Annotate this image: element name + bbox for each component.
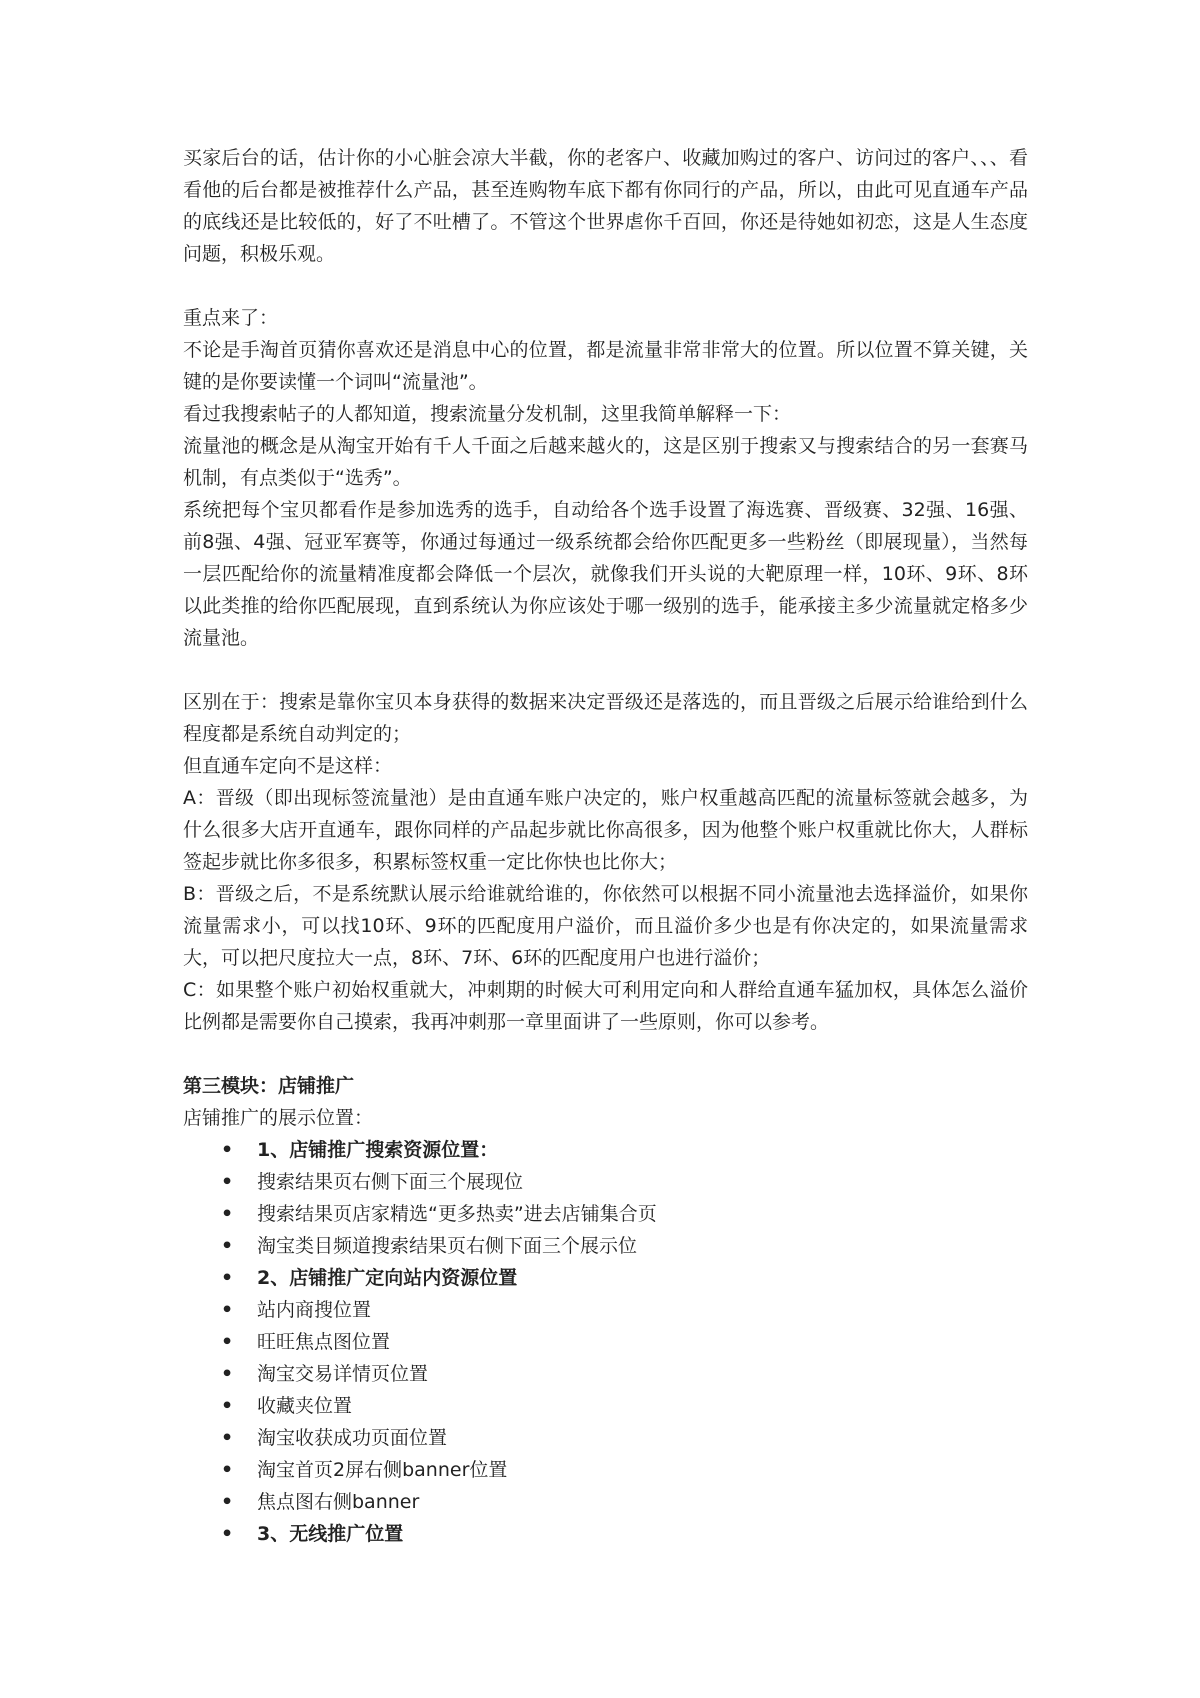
diff-paragraph-1: 区别在于：搜索是靠你宝贝本身获得的数据来决定晋级还是落选的，而且晋级之后展示给谁给到什么程度都是系统自动判定的； [183,691,1028,745]
list-item: • 淘宝首页2屏右侧banner位置 [183,1454,1028,1486]
diff-point-c: C：如果整个账户初始权重就大，冲刺期的时候大可利用定向和人群给直通车猛加权，具体怎么溢价比例都是需要你自己摸索，我再冲刺那一章里面讲了一些原则，你可以参考。 [183,979,1028,1033]
diff-point-b: B：晋级之后，不是系统默认展示给谁就给谁的，你依然可以根据不同小流量池去选择溢价，如果你流量需求小，可以找10环、9环的匹配度用户溢价，而且溢价多少也是有你决定的，如果流量需求大，可以把尺度拉大一点，8环、7环、6环的匹配度用户也进行溢价； [183,883,1028,969]
bullet-icon: • [221,1171,234,1193]
spacer [183,1038,1028,1070]
diff-paragraph-2: 但直通车定向不是这样： [183,755,393,777]
bullet-icon: • [221,1299,234,1321]
bullet-icon: • [221,1139,234,1161]
key-paragraph-2: 看过我搜索帖子的人都知道，搜索流量分发机制，这里我简单解释一下： [183,403,792,425]
list-item: • 2、店铺推广定向站内资源位置 [183,1262,1028,1294]
placement-list [183,1134,1028,1550]
spacer [183,654,1028,686]
key-paragraph-4: 系统把每个宝贝都看作是参加选秀的选手，自动给各个选手设置了海选赛、晋级赛、32强、16强、前8强、4强、冠亚军赛等，你通过每通过一级系统都会给你匹配更多一些粉丝（即展现量），当然每一层匹配给你的流量精准度都会降低一个层次，就像我们开头说的大靶原理一样，10环、9环、8环以此类推的给你匹配展现，直到系统认为你应该处于哪一级别的选手，能承接主多少流量就定格多少流量池。 [183,499,1028,649]
bullet-icon: • [221,1363,234,1385]
list-item: • 焦点图右侧banner [183,1486,1028,1518]
list-item: • 收藏夹位置 [183,1390,1028,1422]
bullet-icon: • [221,1523,234,1545]
list-item: • 旺旺焦点图位置 [183,1326,1028,1358]
key-paragraph-3: 流量池的概念是从淘宝开始有千人千面之后越来越火的，这是区别于搜索又与搜索结合的另一套赛马机制，有点类似于“选秀”。 [183,435,1028,489]
diff-point-a: A：晋级（即出现标签流量池）是由直通车账户决定的，账户权重越高匹配的流量标签就会越多，为什么很多大店开直通车，跟你同样的产品起步就比你高很多，因为他整个账户权重就比你大，人群标签起步就比你多很多，积累标签权重一定比你快也比你大； [183,787,1028,873]
list-item: • 搜索结果页店家精选“更多热卖”进去店铺集合页 [183,1198,1028,1230]
bullet-icon: • [221,1427,234,1449]
bullet-icon: • [221,1331,234,1353]
list-item: • 站内商搜位置 [183,1294,1028,1326]
bullet-icon: • [221,1459,234,1481]
list-item: • 淘宝收获成功页面位置 [183,1422,1028,1454]
list-item: • 1、店铺推广搜索资源位置： [183,1134,1028,1166]
bullet-icon: • [221,1491,234,1513]
list-item: • 搜索结果页右侧下面三个展现位 [183,1166,1028,1198]
bullet-icon: • [221,1203,234,1225]
bullet-icon: • [221,1395,234,1417]
list-item: • 淘宝交易详情页位置 [183,1358,1028,1390]
list-item: • 3、无线推广位置 [183,1518,1028,1550]
document-page [183,142,1028,1550]
bullet-icon: • [221,1235,234,1257]
bullet-icon: • [221,1267,234,1289]
key-heading: 重点来了： [183,307,279,329]
intro-paragraph: 买家后台的话，估计你的小心脏会凉大半截，你的老客户、收藏加购过的客户、访问过的客户、、、看看他的后台都是被推荐什么产品，甚至连购物车底下都有你同行的产品，所以，由此可见直通车产品的底线还是比较低的，好了不吐槽了。不管这个世界虐你千百回，你还是待她如初恋，这是人生态度问题，积极乐观。 [183,147,1028,265]
spacer [183,270,1028,302]
module3-subtitle: 店铺推广的展示位置： [183,1107,374,1129]
key-paragraph-1: 不论是手淘首页猜你喜欢还是消息中心的位置，都是流量非常非常大的位置。所以位置不算关键，关键的是你要读懂一个词叫“流量池”。 [183,339,1028,393]
list-item: • 淘宝类目频道搜索结果页右侧下面三个展示位 [183,1230,1028,1262]
module3-title: 第三模块：店铺推广 [183,1075,355,1097]
